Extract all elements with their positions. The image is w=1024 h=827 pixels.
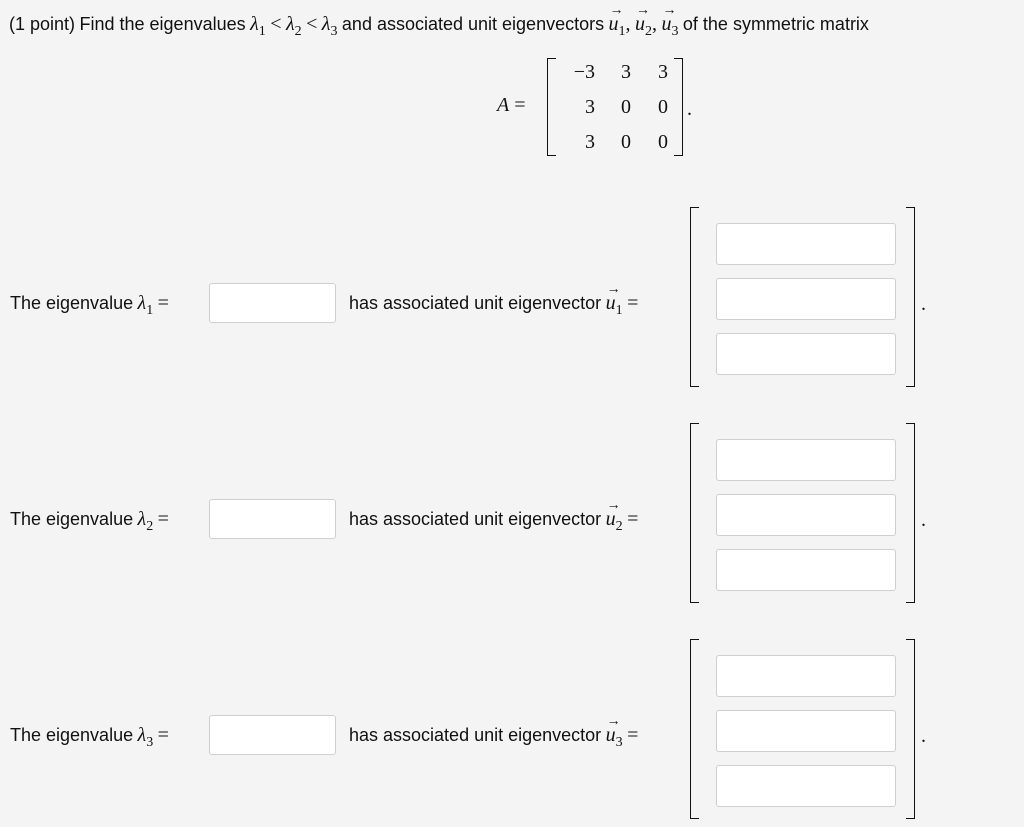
eigenvector-1-component-2[interactable] — [716, 278, 896, 320]
vector-period-3: . — [921, 725, 926, 747]
eigenvector-2-component-2[interactable] — [716, 494, 896, 536]
matrix-cell: 3 — [585, 131, 595, 153]
eigen-row-1 — [0, 195, 1024, 395]
matrix-cell: 0 — [621, 131, 631, 153]
lambda-1: $\lambda_1$ — [250, 13, 266, 39]
points-label: (1 point) — [9, 14, 76, 34]
eigenvector-1-component-3[interactable] — [716, 333, 896, 375]
matrix-cell: 3 — [621, 61, 631, 83]
matrix-label: A = — [497, 94, 526, 116]
u-vec-1: → $u_1$, — [608, 3, 631, 39]
matrix-right-bracket — [674, 58, 683, 156]
eigenvector-label-1: has associated unit eigenvector → $u_1$ = — [349, 282, 639, 318]
vector-right-bracket-1 — [906, 207, 915, 387]
vector-period-1: . — [921, 293, 926, 315]
eigenvector-3-component-2[interactable] — [716, 710, 896, 752]
u-vec-3: → $u_3$ — [661, 3, 679, 39]
matrix-cell: 3 — [658, 61, 668, 83]
eigenvector-3-component-3[interactable] — [716, 765, 896, 807]
eigen-row-2 — [0, 411, 1024, 611]
eigenvector-1-component-1[interactable] — [716, 223, 896, 265]
eigenvector-3-component-1[interactable] — [716, 655, 896, 697]
lt-symbol-1: < — [270, 13, 282, 35]
eigenvalue-input-1[interactable] — [209, 283, 336, 323]
problem-text-3: of the symmetric matrix — [682, 14, 869, 34]
eigenvalue-label-1: The eigenvalue $\lambda_1$ = — [10, 292, 169, 318]
eigen-row-3 — [0, 627, 1024, 827]
eigenvector-label-2: has associated unit eigenvector → $u_2$ = — [349, 498, 639, 534]
matrix-period: . — [687, 98, 692, 120]
matrix-cell: 3 — [585, 96, 595, 118]
eigenvalue-input-3[interactable] — [209, 715, 336, 755]
vector-left-bracket-2 — [690, 423, 699, 603]
matrix-cell: 0 — [621, 96, 631, 118]
vector-right-bracket-3 — [906, 639, 915, 819]
matrix-cell: 0 — [658, 131, 668, 153]
matrix-cell: 0 — [658, 96, 668, 118]
matrix-body — [547, 58, 683, 154]
eigenvalue-label-3: The eigenvalue $\lambda_3$ = — [10, 724, 169, 750]
problem-text-1: Find the eigenvalues — [79, 14, 246, 34]
eigenvector-2-component-1[interactable] — [716, 439, 896, 481]
matrix-cell: −3 — [573, 61, 595, 83]
vector-period-2: . — [921, 509, 926, 531]
eigenvalue-label-2: The eigenvalue $\lambda_2$ = — [10, 508, 169, 534]
vector-right-bracket-2 — [906, 423, 915, 603]
u-vec-2: → $u_2$, — [635, 3, 657, 39]
eigenvalue-input-2[interactable] — [209, 499, 336, 539]
problem-statement — [9, 3, 869, 39]
eigenvector-label-3: has associated unit eigenvector → $u_3$ = — [349, 714, 639, 750]
vector-left-bracket-3 — [690, 639, 699, 819]
problem-text-2: and associated unit eigenvectors — [341, 14, 605, 34]
lambda-3: $\lambda_3$ — [321, 13, 338, 39]
lambda-2: $\lambda_2$ — [285, 13, 302, 39]
lt-symbol-2: < — [306, 13, 318, 35]
vector-left-bracket-1 — [690, 207, 699, 387]
eigenvector-2-component-3[interactable] — [716, 549, 896, 591]
